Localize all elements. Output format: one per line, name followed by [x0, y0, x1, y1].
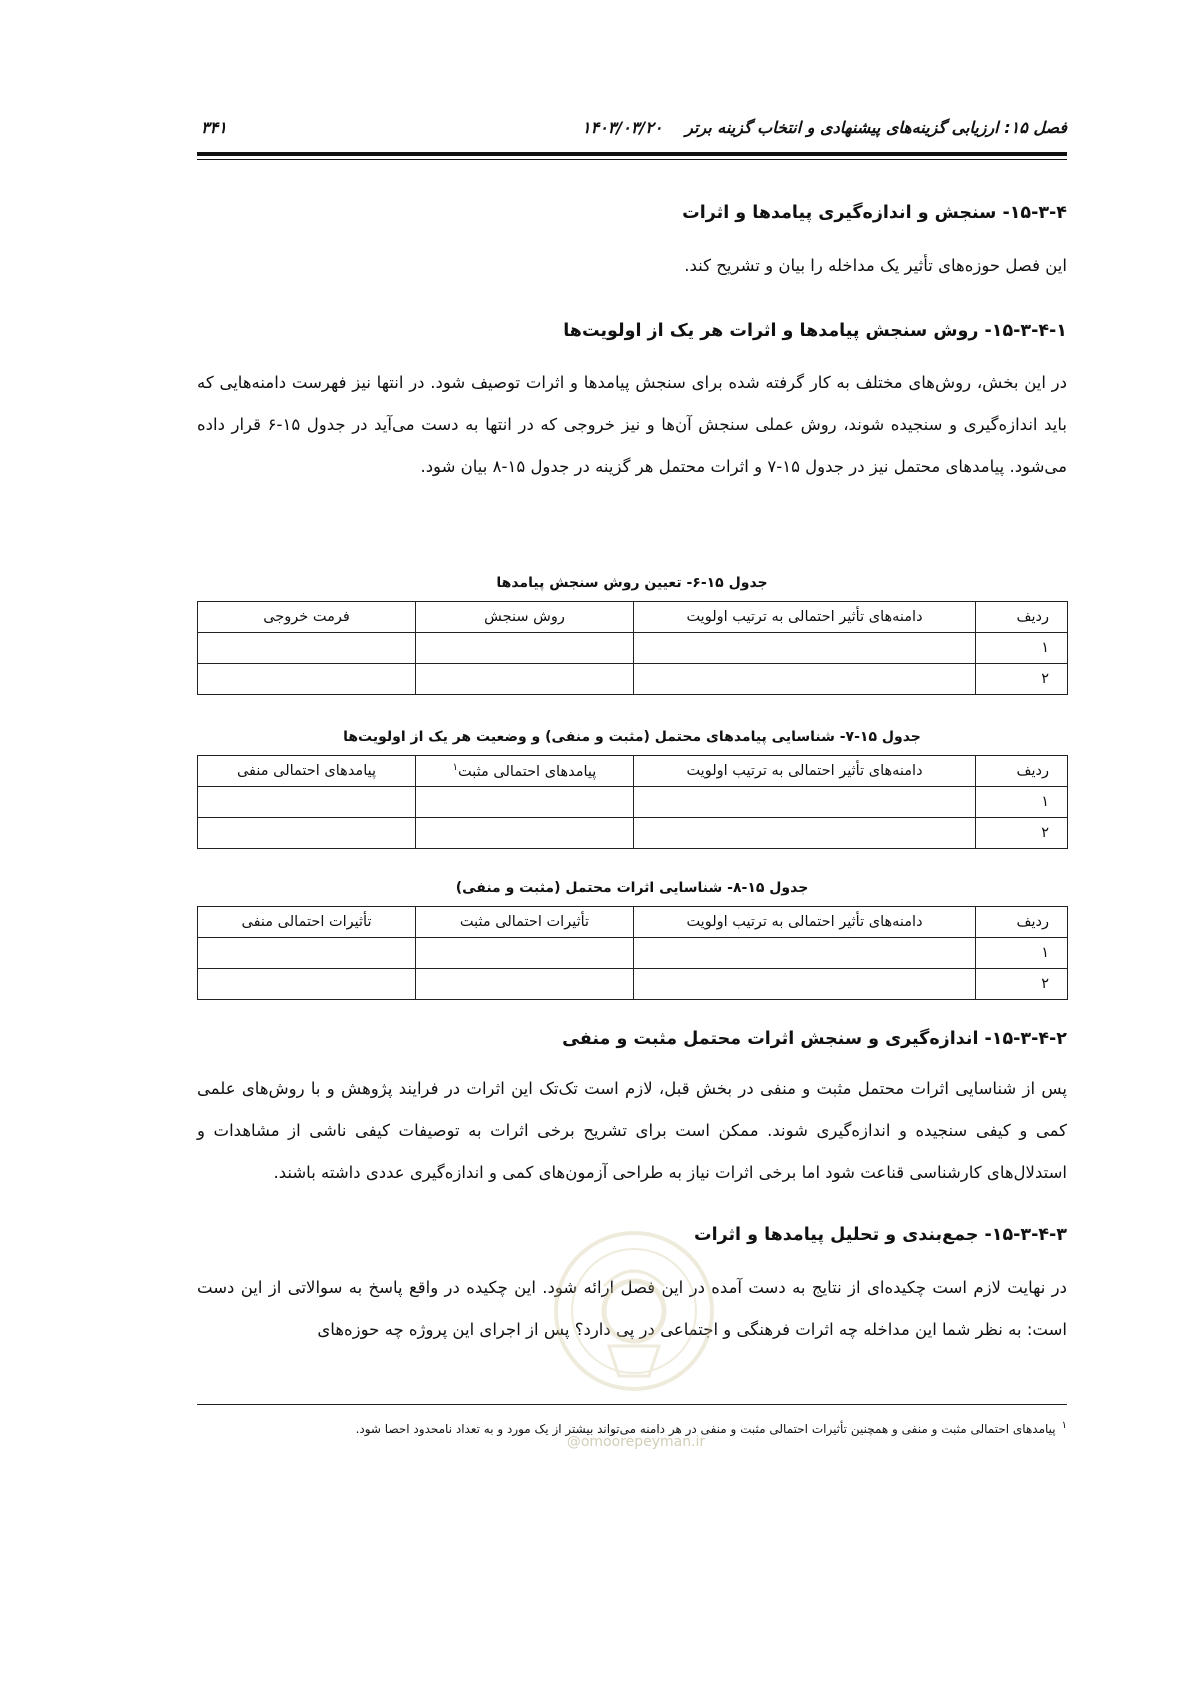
column-header: تأثیرات احتمالی منفی	[198, 907, 416, 938]
section-heading-4-2: ۱۵-۳-۴-۲- اندازه‌گیری و سنجش اثرات محتمل مثبت و منفی	[562, 1029, 1067, 1049]
table-7	[197, 755, 1068, 849]
table-cell	[198, 664, 416, 695]
table-row	[198, 633, 1068, 664]
column-header: روش سنجش	[416, 602, 634, 633]
table-header-row	[198, 756, 1068, 787]
footnote-rule	[197, 1404, 1067, 1405]
row-number: ۲	[976, 818, 1068, 849]
section-4-1-paragraph: در این بخش، روش‌های مختلف به کار گرفته شده برای سنجش پیامدها و اثرات توصیف شود. در انتها نیز فهرست دامنه‌هایی که باید اندازه‌گیری و سنجیده شوند، روش عملی سنجش آن‌ها و نیز خروجی که در انتها به دست می‌آید در جدول ۱۵-۶ قرار داده می‌شود. پیامدهای محتمل نیز در جدول ۱۵-۷ و اثرات محتمل هر گزینه در جدول ۱۵-۸ بیان شود.	[197, 373, 1067, 476]
table-cell	[416, 633, 634, 664]
table-cell	[198, 787, 416, 818]
section-4-3-paragraph: در نهایت لازم است چکیده‌ای از نتایج به دست آمده در این فصل ارائه شود. این چکیده در واقع پاسخ به سوالاتی از این دست است: به نظر شما این مداخله چه اثرات فرهنگی و اجتماعی در پی دارد؟ پس از اجرای این پروژه چه حوزه‌های	[197, 1278, 1067, 1339]
row-number: ۱	[976, 787, 1068, 818]
table-6-caption: جدول ۱۵-۶- تعیین روش سنجش پیامدها	[496, 575, 768, 591]
table-row	[198, 938, 1068, 969]
column-header-label: پیامدهای احتمالی مثبت	[458, 763, 597, 780]
table-8	[197, 906, 1068, 1000]
page-header	[197, 118, 1067, 148]
watermark-seal-icon	[549, 1226, 719, 1416]
column-header: ردیف	[976, 756, 1068, 787]
table-8-caption: جدول ۱۵-۸- شناسایی اثرات محتمل (مثبت و منفی)	[455, 880, 809, 896]
page-number: ۳۴۱	[201, 118, 227, 137]
section-4-text: این فصل حوزه‌های تأثیر یک مداخله را بیان و تشریح کند.	[684, 256, 1067, 275]
header-rule-thin	[197, 159, 1067, 160]
section-heading-4-3: ۱۵-۳-۴-۳- جمع‌بندی و تحلیل پیامدها و اثرات	[693, 1225, 1067, 1245]
column-header: دامنه‌های تأثیر احتمالی به ترتیب اولویت	[634, 907, 976, 938]
table-cell	[198, 938, 416, 969]
row-number: ۱	[976, 938, 1068, 969]
table-row	[198, 818, 1068, 849]
footnote-reference: ۱	[452, 762, 459, 774]
table-row	[198, 664, 1068, 695]
column-header: ردیف	[976, 602, 1068, 633]
footnote-text: پیامدهای احتمالی مثبت و منفی و همچنین تأثیرات احتمالی مثبت و منفی در هر دامنه می‌تواند بیشتر از یک مورد و به تعداد نامحدود احصا شود.	[355, 1422, 1056, 1436]
table-cell	[198, 818, 416, 849]
table-cell	[634, 787, 976, 818]
table-cell	[416, 818, 634, 849]
table-cell	[416, 938, 634, 969]
watermark-text: @omoorepeyman.ir	[566, 1434, 706, 1450]
table-cell	[198, 969, 416, 1000]
column-header: تأثیرات احتمالی مثبت	[416, 907, 634, 938]
table-7-caption: جدول ۱۵-۷- شناسایی پیامدهای محتمل (مثبت و منفی) و وضعیت هر یک از اولویت‌ها	[343, 729, 921, 745]
chapter-title: فصل ۱۵: ارزیابی گزینه‌های پیشنهادی و انتخاب گزینه برتر	[685, 118, 1067, 137]
table-cell	[634, 969, 976, 1000]
table-cell	[634, 818, 976, 849]
column-header: پیامدهای احتمالی منفی	[198, 756, 416, 787]
table-cell	[416, 787, 634, 818]
document-page	[91, 0, 1191, 1556]
table-row	[198, 787, 1068, 818]
table-cell	[634, 633, 976, 664]
table-cell	[198, 633, 416, 664]
row-number: ۲	[976, 664, 1068, 695]
table-header-row	[198, 602, 1068, 633]
column-header: فرمت خروجی	[198, 602, 416, 633]
table-header-row	[198, 907, 1068, 938]
table-cell	[416, 969, 634, 1000]
table-cell	[416, 664, 634, 695]
column-header: دامنه‌های تأثیر احتمالی به ترتیب اولویت	[634, 756, 976, 787]
column-header: دامنه‌های تأثیر احتمالی به ترتیب اولویت	[634, 602, 976, 633]
table-6	[197, 601, 1068, 695]
section-heading-4-1: ۱۵-۳-۴-۱- روش سنجش پیامدها و اثرات هر یک از اولویت‌ها	[563, 321, 1067, 341]
table-cell	[634, 664, 976, 695]
header-date: ۱۴۰۳/۰۳/۲۰	[582, 118, 663, 137]
section-4-2-paragraph: پس از شناسایی اثرات محتمل مثبت و منفی در بخش قبل، لازم است تک‌تک این اثرات در فرایند پژوهش و با روش‌های علمی کمی و کیفی سنجیده و اندازه‌گیری شوند. ممکن است برای تشریح برخی اثرات به توصیفات کیفی ناشی از مشاهدات و استدلال‌های کارشناسی قناعت شود اما برخی اثرات نیاز به طراحی آزمون‌های کمی و اندازه‌گیری عددی داشته باشند.	[197, 1079, 1067, 1182]
row-number: ۱	[976, 633, 1068, 664]
footnote	[356, 1420, 1067, 1436]
column-header: ردیف	[976, 907, 1068, 938]
footnote-mark: ۱	[1061, 1420, 1067, 1431]
row-number: ۲	[976, 969, 1068, 1000]
table-cell	[634, 938, 976, 969]
section-heading-4: ۱۵-۳-۴- سنجش و اندازه‌گیری پیامدها و اثرات	[682, 203, 1067, 223]
column-header	[416, 756, 634, 787]
table-row	[198, 969, 1068, 1000]
header-rule-thick	[197, 152, 1067, 156]
